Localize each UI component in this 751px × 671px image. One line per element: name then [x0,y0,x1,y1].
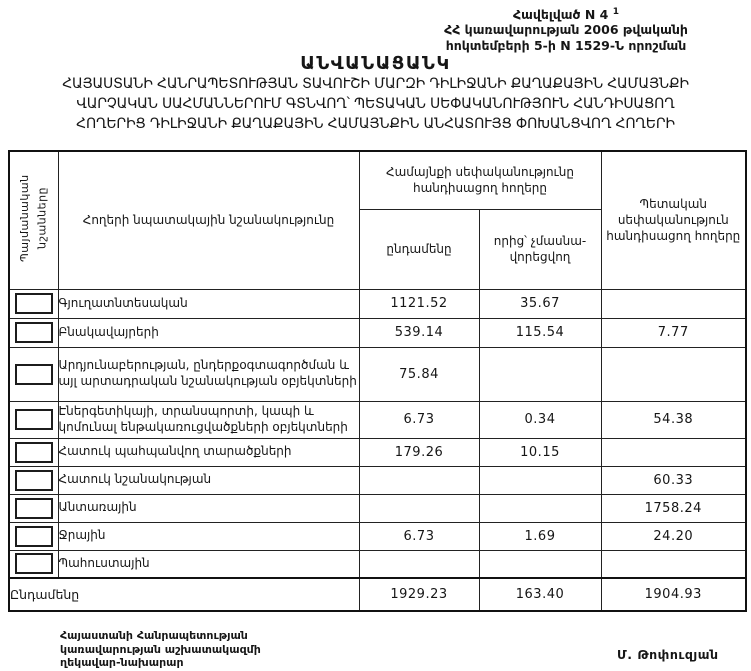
legend-checkbox [15,293,53,314]
appendix-line2: ՀՀ կառավարության 2006 թվականի [444,22,688,38]
table-row-agricultural [9,289,746,318]
state-value [601,289,746,318]
not-privatized-value [479,347,601,401]
not-privatized-value [479,550,601,578]
header-community-owned: Համայնքի սեփականությունը հանդիսացող հողերը [359,151,601,209]
appendix-superscript: 1 [612,7,619,17]
appendix-reference [388,7,744,53]
community-total-value: 6.73 [359,401,479,438]
land-category-label: Գյուղատնտեսական [58,289,359,318]
state-value [601,438,746,466]
legend-checkbox [15,322,53,343]
table-row-special-purpose [9,466,746,494]
land-category-label: Անտառային [58,494,359,522]
community-total-value: 6.73 [359,522,479,550]
community-total-value: 179.26 [359,438,479,466]
appendix-line3: հոկտեմբերի 5-ի N 1529-Ն որոշման [445,37,687,53]
table-row-energy-transport [9,401,746,438]
community-total-value: 1121.52 [359,289,479,318]
header-row-1 [9,151,746,209]
legend-checkbox [15,409,53,430]
appendix-number: Հավելված N 4 [512,7,609,23]
symbol-cell [9,522,58,550]
header-community-total: ընդամենը [359,209,479,289]
signatory-line2: կառավարության աշխատակազմի [60,642,261,656]
not-privatized-value [479,494,601,522]
land-category-label: Էներգետիկայի, տրանսպորտի, կապի և կոմունալ ենթակառուցվածքների օբյեկտների [58,401,359,438]
table-row-reserve [9,550,746,578]
signatory-line3: ղեկավար-նախարար [60,656,184,669]
state-value [601,347,746,401]
state-value [601,550,746,578]
table-row-forest [9,494,746,522]
state-value: 24.20 [601,522,746,550]
legend-checkbox [15,364,53,385]
land-category-label: Բնակավայրերի [58,318,359,347]
symbol-cell [9,466,58,494]
legend-checkbox [15,470,53,491]
state-value: 60.33 [601,466,746,494]
legend-checkbox [15,442,53,463]
symbol-cell [9,347,58,401]
not-privatized-value: 0.34 [479,401,601,438]
appendix-line1 [388,7,744,22]
signatory-position-block [60,629,261,670]
not-privatized-value: 35.67 [479,289,601,318]
community-total-value [359,550,479,578]
header-symbols-label: Պայմանական նշանները [18,174,49,263]
land-category-label: Արդյունաբերության, ընդերքօգտագործման և այլ արտադրական նշանակության օբյեկտների [58,347,359,401]
state-value: 54.38 [601,401,746,438]
symbol-cell [9,494,58,522]
not-privatized-value: 115.54 [479,318,601,347]
land-category-label: Ջրային [58,522,359,550]
land-category-label: Պահուստային [58,550,359,578]
symbol-cell [9,318,58,347]
total-not-privatized-value: 163.40 [479,578,601,611]
community-total-value [359,466,479,494]
not-privatized-value: 10.15 [479,438,601,466]
legend-checkbox [15,553,53,574]
symbol-cell [9,401,58,438]
header-state-owned: Պետական սեփականություն հանդիսացող հողերը [601,151,746,289]
table-row-residential [9,318,746,347]
signatory-line1: Հայաստանի Հանրապետության [60,629,248,642]
total-state-value: 1904.93 [601,578,746,611]
symbol-cell [9,438,58,466]
title-line2: ՎԱՐՉԱԿԱՆ ՍԱՀՄԱՆՆԵՐՈՒՄ ԳՏՆՎՈՂ՝ ՊԵՏԱԿԱՆ ՍԵՓԱԿԱՆՈՒԹՅՈՒՆ ՀԱՆԴԻՍԱՑՈՂ [76,96,675,112]
title-heading: ԱՆՎԱՆԱՑԱՆԿ [300,53,451,74]
land-distribution-table [8,150,747,612]
symbol-cell [9,550,58,578]
table-total-row [9,578,746,611]
header-symbols [9,151,58,289]
community-total-value [359,494,479,522]
table-row-water [9,522,746,550]
state-value: 1758.24 [601,494,746,522]
total-label: Ընդամենը [9,578,359,611]
table-row-industrial [9,347,746,401]
symbol-cell [9,289,58,318]
not-privatized-value [479,466,601,494]
legend-checkbox [15,526,53,547]
title-line1: ՀԱՅԱՍՏԱՆԻ ՀԱՆՐԱՊԵՏՈՒԹՅԱՆ ՏԱՎՈՒՇԻ ՄԱՐԶԻ ԴԻԼԻՋԱՆԻ ՔԱՂԱՔԱՅԻՆ ՀԱՄԱՅՆՔԻ [62,76,689,92]
land-category-label: Հատուկ պահպանվող տարածքների [58,438,359,466]
header-not-privatized: որից՝ չմասնավորեցվող [479,209,601,289]
header-purpose: Հողերի նպատակային նշանակությունը [58,151,359,289]
land-category-label: Հատուկ նշանակության [58,466,359,494]
total-community-value: 1929.23 [359,578,479,611]
signatory-name: Մ. Թոփուզյան [617,647,719,662]
community-total-value: 75.84 [359,347,479,401]
title-line3: ՀՈՂԵՐԻՑ ԴԻԼԻՋԱՆԻ ՔԱՂԱՔԱՅԻՆ ՀԱՄԱՅՆՔԻՆ ԱՆՀԱՏՈՒՅՑ ՓՈԽԱՆՑՎՈՂ ՀՈՂԵՐԻ [76,116,675,132]
document-title [0,53,751,134]
state-value: 7.77 [601,318,746,347]
table-row-protected-areas [9,438,746,466]
community-total-value: 539.14 [359,318,479,347]
not-privatized-value: 1.69 [479,522,601,550]
legend-checkbox [15,498,53,519]
